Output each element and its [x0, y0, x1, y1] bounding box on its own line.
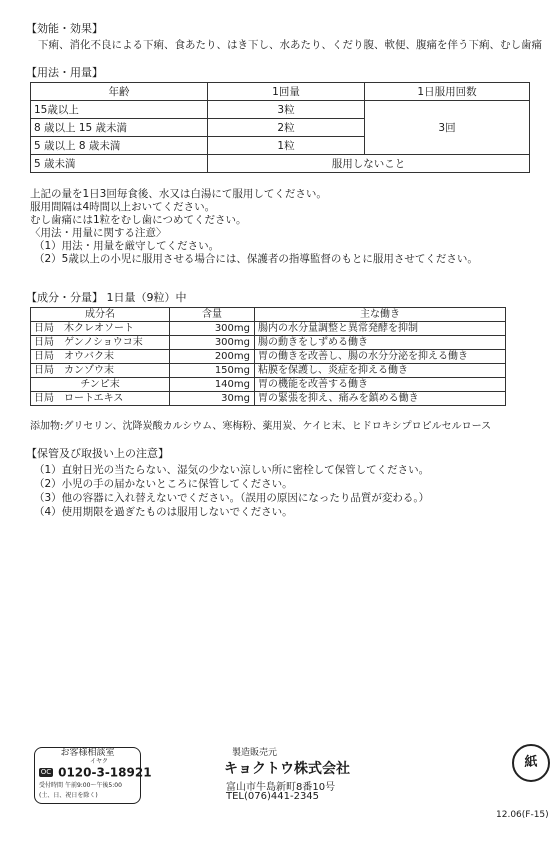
ingredient-amount: 30mg	[170, 392, 255, 406]
age-cell: 5 歳未満	[31, 155, 208, 173]
freedial-icon: OC	[40, 768, 52, 776]
ingredient-action: 腸の動きをしずめる働き	[255, 336, 506, 350]
amount-cell: 2粒	[208, 119, 365, 137]
dosage-note: （2）5歳以上の小児に服用させる場合には、保護者の指導監督のもとに服用させてください。	[34, 253, 478, 265]
ingredients-table	[30, 307, 506, 406]
paper-recycle-icon: 紙	[512, 744, 550, 782]
ingredient-name: 日局 木クレオソート	[31, 322, 170, 336]
table-row	[31, 83, 530, 101]
ingredient-amount: 200mg	[170, 350, 255, 364]
ingredient-name: チンピ末	[31, 378, 170, 392]
dosage-note: 上記の量を1日3回毎食後、水又は白湯にて服用してください。	[30, 188, 327, 200]
manufacturer-label: 製造販売元	[232, 748, 278, 758]
storage-item: （3）他の容器に入れ替えないでください。（誤用の原因になったり品質が変わる。）	[34, 492, 430, 504]
storage-heading: 【保管及び取扱い上の注意】	[26, 447, 169, 460]
table-header-age: 年齢	[31, 83, 208, 101]
manufacturer-tel: TEL(076)441-2345	[226, 791, 320, 802]
table-header-action: 主な働き	[255, 308, 506, 322]
table-row	[31, 322, 506, 336]
phone-reading: イヤク	[90, 758, 109, 765]
contact-phone[interactable]: 0120-3-18921	[58, 765, 152, 780]
dosage-table	[30, 82, 530, 173]
storage-item: （1）直射日光の当たらない、湿気の少ない涼しい所に密栓して保管してください。	[34, 464, 430, 476]
manufacturer-address: 富山市牛島新町8番10号	[226, 782, 336, 793]
table-row	[31, 364, 506, 378]
ingredient-name: 日局 オウバク末	[31, 350, 170, 364]
table-row	[31, 378, 506, 392]
ingredient-action: 粘膜を保護し、炎症を抑える働き	[255, 364, 506, 378]
storage-item: （4）使用期限を過ぎたものは服用しないでください。	[34, 506, 293, 518]
closed-days: (土、日、祝日を除く)	[39, 792, 98, 799]
ingredient-action: 胃の働きを改善し、腸の水分分泌を抑える働き	[255, 350, 506, 364]
age-cell: 5 歳以上 8 歳未満	[31, 137, 208, 155]
table-row	[31, 101, 530, 119]
hours-value: 午前9:00～午後5:00	[64, 782, 122, 789]
table-header-times: 1日服用回数	[365, 83, 530, 101]
storage-item: （2）小児の手の届かないところに保管してください。	[34, 478, 293, 490]
table-header-amount: 含量	[170, 308, 255, 322]
customer-contact-box	[34, 747, 152, 804]
contact-title: お客様相談室	[57, 748, 117, 758]
amount-cell: 3粒	[208, 101, 365, 119]
age-cell: 8 歳以上 15 歳未満	[31, 119, 208, 137]
table-row	[31, 336, 506, 350]
table-row	[31, 392, 506, 406]
dosage-note-heading: 〈用法・用量に関する注意〉	[30, 227, 167, 239]
ingredient-name: 日局 ロートエキス	[31, 392, 170, 406]
table-header-name: 成分名	[31, 308, 170, 322]
dosage-heading: 【用法・用量】	[26, 66, 103, 79]
table-header-amount: 1回量	[208, 83, 365, 101]
ingredient-name: 日局 カンゾウ末	[31, 364, 170, 378]
ingredients-heading-title: 【成分・分量】	[26, 291, 103, 304]
ingredient-amount: 300mg	[170, 336, 255, 350]
table-row	[31, 308, 506, 322]
effects-heading: 【効能・効果】	[26, 22, 103, 35]
ingredient-action: 胃の緊張を抑え、痛みを鎮める働き	[255, 392, 506, 406]
amount-cell: 1粒	[208, 137, 365, 155]
ingredients-heading	[26, 291, 187, 305]
ingredient-amount: 300mg	[170, 322, 255, 336]
ingredients-subheading: 1日量（9粒）中	[106, 291, 187, 304]
dosage-note: （1）用法・用量を厳守してください。	[34, 240, 220, 252]
dosage-note: 服用間隔は4時間以上おいてください。	[30, 201, 216, 213]
times-cell: 3回	[365, 101, 530, 155]
ingredient-action: 胃の機能を改善する働き	[255, 378, 506, 392]
ingredient-name: 日局 ゲンノショウコ末	[31, 336, 170, 350]
dosage-note: むし歯痛には1粒をむし歯につめてください。	[30, 214, 247, 226]
ingredient-amount: 140mg	[170, 378, 255, 392]
table-row	[31, 350, 506, 364]
not-for-use-cell: 服用しないこと	[208, 155, 530, 173]
effects-text: 下痢、消化不良による下痢、食あたり、はき下し、水あたり、くだり腹、軟便、腹痛を伴う下痢、むし歯痛	[38, 39, 542, 51]
age-cell: 15歳以上	[31, 101, 208, 119]
ingredient-amount: 150mg	[170, 364, 255, 378]
ingredient-action: 腸内の水分量調整と異常発酵を抑制	[255, 322, 506, 336]
table-row	[31, 155, 530, 173]
hours-label: 受付時間	[39, 782, 64, 789]
additives-text: 添加物:グリセリン、沈降炭酸カルシウム、寒梅粉、薬用炭、ケイヒ末、ヒドロキシプロピルセルロース	[30, 421, 492, 432]
manufacturer-name: キョクトウ株式会社	[224, 761, 350, 777]
document-code: 12.06(F-15)	[496, 810, 549, 820]
